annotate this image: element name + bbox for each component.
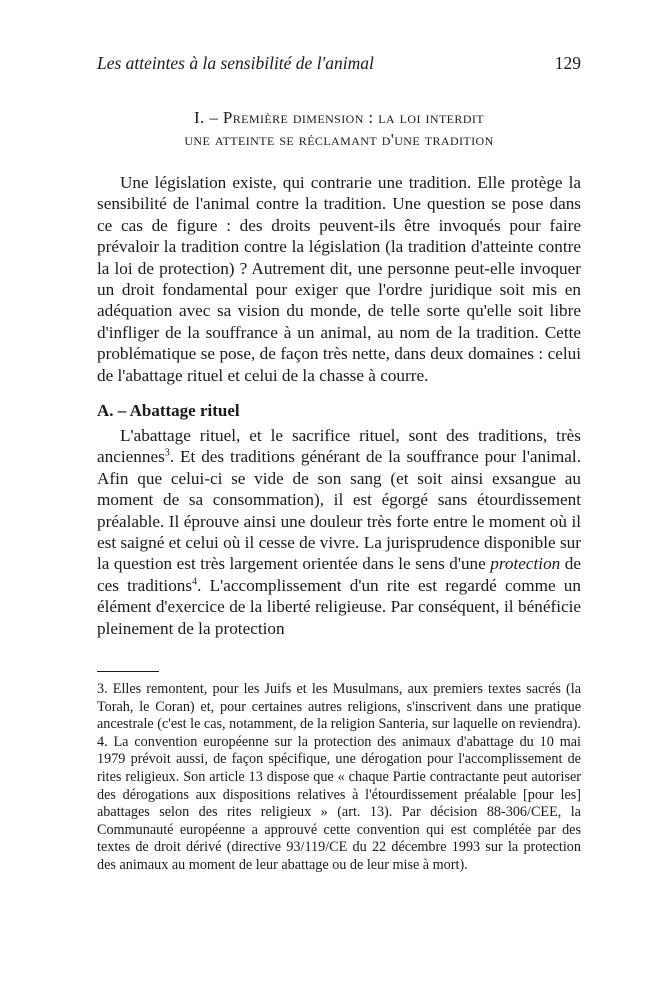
body-paragraph-2-block bbox=[97, 425, 581, 639]
section-heading bbox=[97, 107, 581, 151]
paragraph-2-text-d: . L'accomplissement d'un rite est regardé comme un élément d'exercice de la liberté religieuse. Par conséquent, il bénéficie pleinement de la protection bbox=[97, 575, 581, 638]
paragraph-2-text-c: de ces traditions bbox=[97, 554, 581, 595]
footnote-4: 4. La convention européenne sur la protection des animaux d'abattage du 10 mai 1979 prévoit aussi, de façon spécifique, une dérogation pour l'accomplissement de rites religieux. Son article 13 dispose que « chaque Partie contractante peut autoriser des dérogations aux dispositions relatives à l'étourdissement préalable [pour les] abattages selon des rites religieux » (art. 13). Par décision 88-306/CEE, la Communauté européenne a approuvé cette convention qui est complétée par des textes de droit dérivé (directive 93/119/CE du 22 décembre 1993 sur la protection des animaux au moment de leur abattage ou de leur mise à mort). bbox=[97, 733, 581, 873]
paragraph-2-text-b: . Et des traditions générant de la souffrance pour l'animal. Afin que celui-ci se vide de son sang (et soit ainsi exsangue au moment de sa consommation), il est égorgé sans étourdissement préalable. Il éprouve ainsi une douleur très forte entre le moment où il est saigné et celui où il cesse de vivre. La jurisprudence disponible sur la question est très largement orientée dans le sens d'une bbox=[97, 447, 581, 574]
footnote-separator bbox=[97, 671, 159, 672]
footnotes bbox=[97, 681, 581, 875]
running-title: Les atteintes à la sensibilité de l'animal bbox=[97, 53, 374, 73]
section-heading-line-2: une atteinte se réclamant d'une tradition bbox=[184, 130, 494, 149]
paragraph-2-text-a: L'abattage rituel, et le sacrifice rituel, sont des traditions, très anciennes bbox=[97, 426, 581, 467]
body-paragraph-1: Une législation existe, qui contrarie une tradition. Elle protège la sensibilité de l'animal contre la tradition. Une question se pose dans ce cas de figure : des droits peuvent-ils être invoqués pour faire prévaloir la tradition contre la législation (la tradition d'atteinte contre la loi de protection) ? Autrement dit, une personne peut-elle invoquer un droit fondamental pour exiger que l'ordre juridique soit mis en adéquation avec sa vision du monde, de telle sorte qu'elle soit libre d'infliger de la souffrance à un animal, au nom de la tradition. Cette problématique se pose, de façon très nette, dans deux domaines : celui de l'abattage rituel et celui de la chasse à courre. bbox=[97, 173, 581, 385]
footnote-ref-4[interactable]: 4 bbox=[192, 576, 198, 588]
running-header bbox=[97, 52, 581, 74]
body-paragraph-2 bbox=[97, 425, 581, 639]
footnote-3: 3. Elles remontent, pour les Juifs et les Musulmans, aux premiers textes sacrés (la Torah, le Coran) et, pour certaines autres religions, s'inscrivent dans une pratique ancestrale (c'est le cas, notamment, de la religion Santeria, sur laquelle on reviendra). bbox=[97, 681, 581, 733]
body-paragraph-1-block bbox=[97, 172, 581, 386]
paragraph-2-emphasis: protection bbox=[490, 554, 561, 574]
subsection-heading: A. – Abattage rituel bbox=[97, 401, 240, 420]
page-number: 129 bbox=[554, 53, 581, 73]
section-heading-line-1: I. – Première dimension : la loi interdit bbox=[193, 108, 485, 127]
footnote-ref-3[interactable]: 3 bbox=[164, 447, 170, 459]
